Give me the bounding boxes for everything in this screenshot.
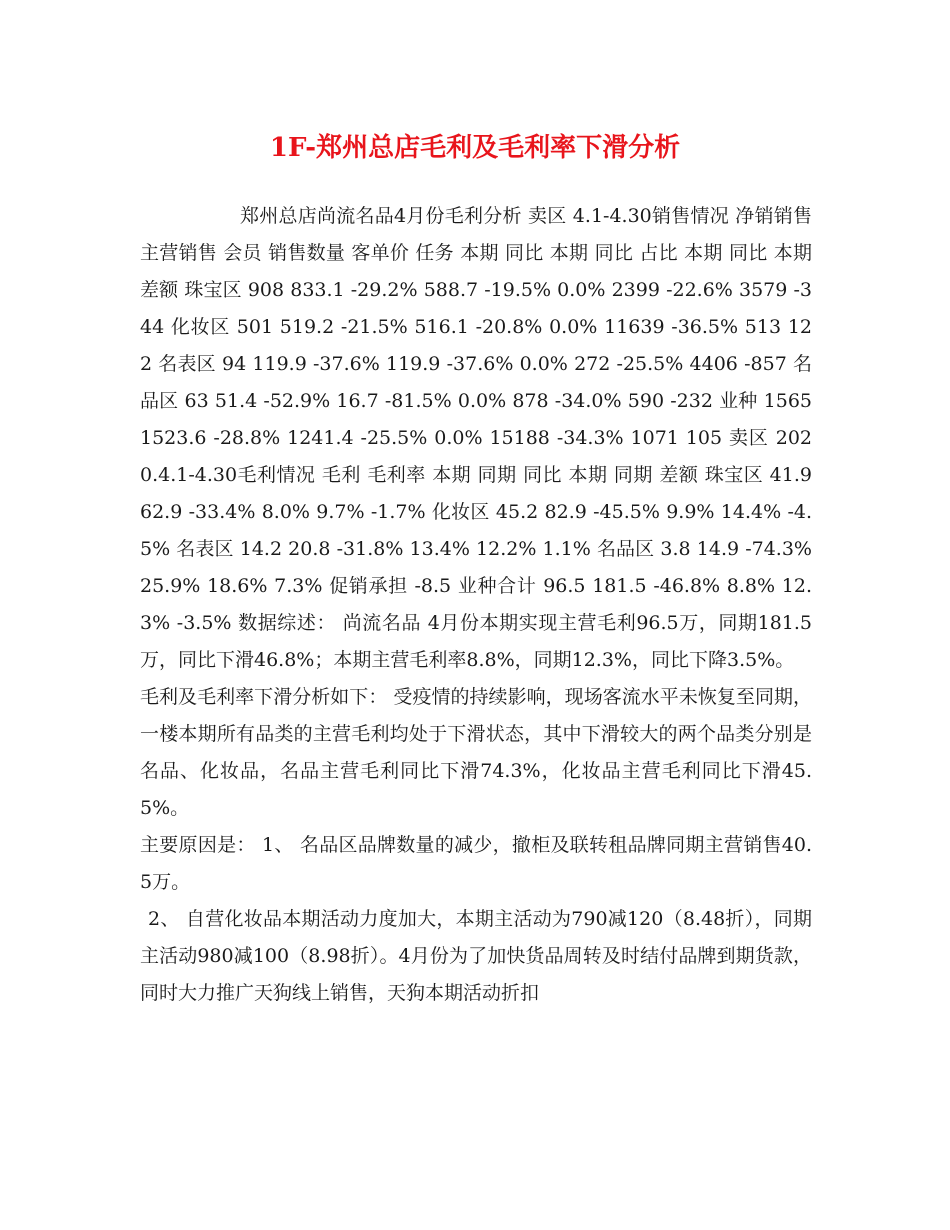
paragraph-cosmetics-promotion: 2、 自营化妆品本期活动力度加大，本期主活动为790减120（8.48折），同期主活动980减100（8.98折）。4月份为了加快货品周转及时结付品牌到期货款，同时大力推广天狗线上销售，天狗本期活动折扣 <box>140 908 812 1004</box>
paragraph-main-reasons: 主要原因是： 1、 名品区品牌数量的减少，撤柜及联转租品牌同期主营销售40.5万。 <box>140 834 812 893</box>
document-body <box>140 198 812 1012</box>
paragraph-decline-analysis: 毛利及毛利率下滑分析如下： 受疫情的持续影响，现场客流水平未恢复至同期，一楼本期所有品类的主营毛利均处于下滑状态，其中下滑较大的两个品类分别是名品、化妆品，名品主营毛利同比下滑74.3%，化妆品主营毛利同比下滑45.5%。 <box>140 686 812 819</box>
paragraph-sales-gross-margin-data: 郑州总店尚流名品4月份毛利分析 卖区 4.1-4.30销售情况 净销销售 主营销售 会员 销售数量 客单价 任务 本期 同比 本期 同比 占比 本期 同比 本期 差额 珠宝区 908 833.1 -29.2% 588.7 -19.5% 0.0% 2399 -22.6% 3579 -344 化妆区 501 519.2 -21.5% 516.1 -20.8% 0.0% 11639 -36.5% 513 122 名表区 94 119.9 -37.6% 119.9 -37.6% 0.0% 272 -25.5% 4406 -857 名品区 63 51.4 -52.9% 16.7 -81.5% 0.0% 878 -34.0% 590 -232 业种 1565 1523.6 -28.8% 1241.4 -25.5% 0.0% 15188 -34.3% 1071 105 卖区 2020.4.1-4.30毛利情况 毛利 毛利率 本期 同期 同比 本期 同期 差额 珠宝区 41.9 62.9 -33.4% 8.0% 9.7% -1.7% 化妆区 45.2 82.9 -45.5% 9.9% 14.4% -4.5% 名表区 14.2 20.8 -31.8% 13.4% 12.2% 1.1% 名品区 3.8 14.9 -74.3% 25.9% 18.6% 7.3% 促销承担 -8.5 业种合计 96.5 181.5 -46.8% 8.8% 12.3% -3.5% 数据综述： 尚流名品 4月份本期实现主营毛利96.5万，同期181.5万，同比下滑46.8%；本期主营毛利率8.8%，同期12.3%，同比下降3.5%。 <box>140 205 812 671</box>
document-title: 1F-郑州总店毛利及毛利率下滑分析 <box>269 133 681 163</box>
